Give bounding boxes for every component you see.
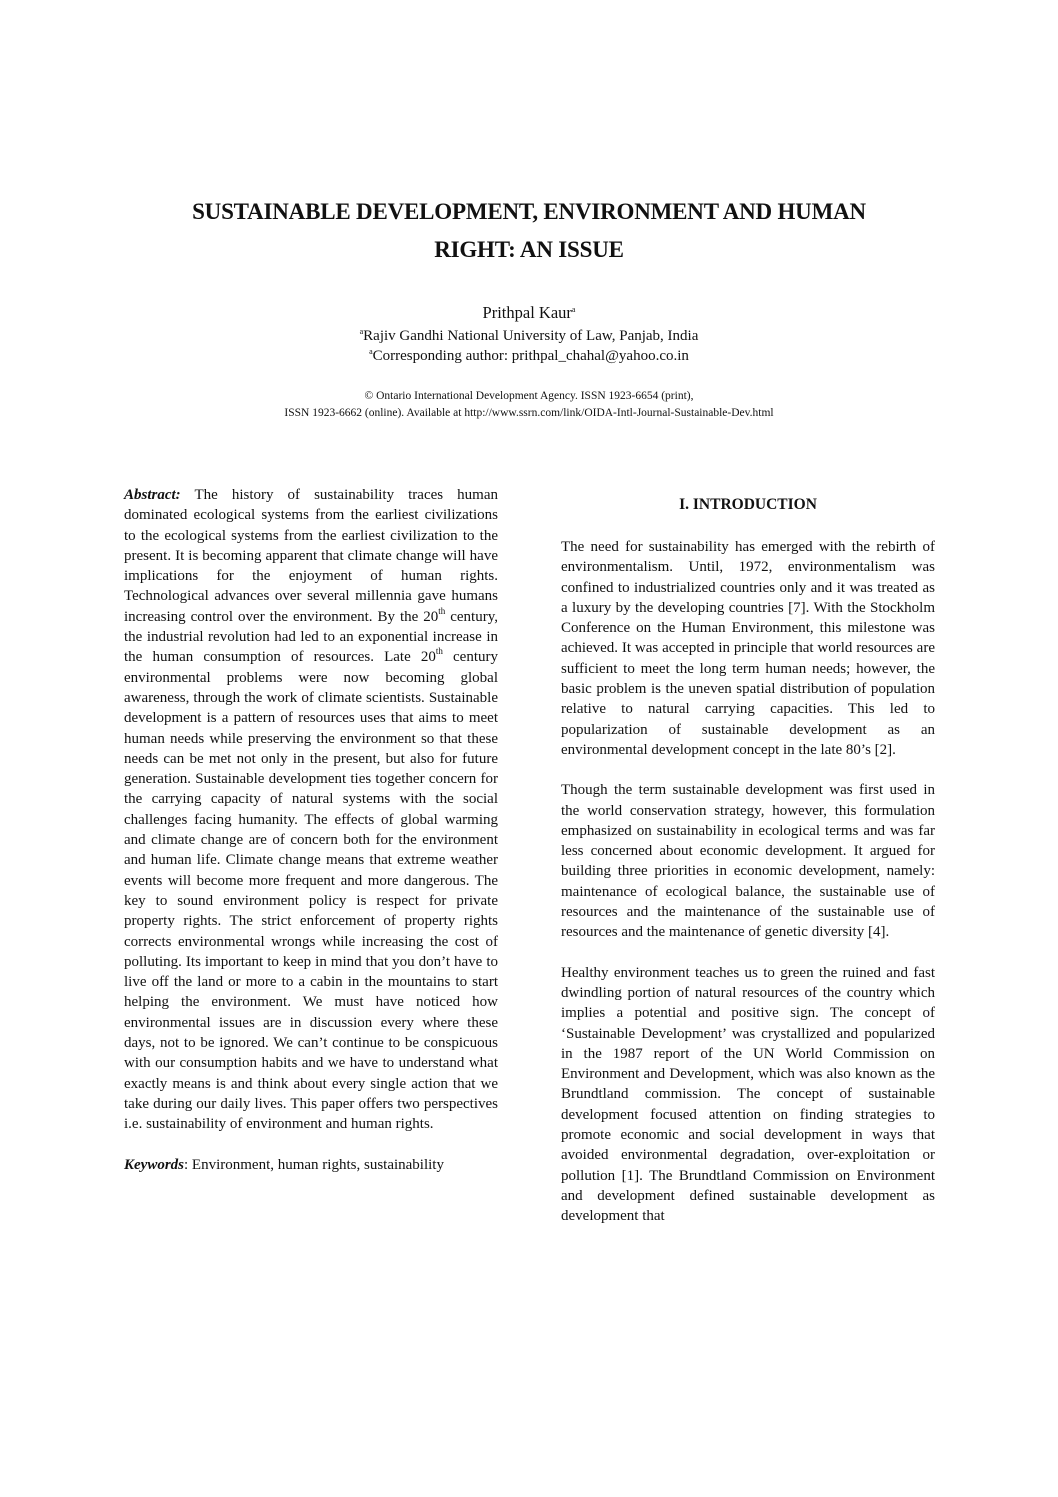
corresponding-author-text: Corresponding author: prithpal_chahal@yahoo.co.in <box>372 348 689 364</box>
author-name-text: Prithpal Kaur <box>482 303 572 322</box>
intro-paragraph-3: Healthy environment teaches us to green the ruined and fast dwindling portion of natural resources of the country which implies a potential and positive sign. The concept of ‘Sustainable Development’ was crystallized and popularized in the 1987 report of the UN World Commission on Environment and Development, which was also known as the Brundtland commission. The concept of sustainable development focused attention on finding strategies to promote economic and social development in ways that avoided environmental degradation, over-exploitation or pollution [1]. The Brundtland Commission on Environment and development defined sustainable development as development that <box>561 964 935 1225</box>
abstract <box>124 485 498 1135</box>
copyright-line-2: ISSN 1923-6662 (online). Available at http://www.ssrn.com/link/OIDA-Intl-Journal-Sustainable-Dev.html <box>284 407 774 419</box>
intro-paragraph-2: Though the term sustainable development was first used in the world conservation strategy, however, this formulation emphasized on sustainability in ecological terms and was far less concerned about economic development. It argued for building three priorities in economic development, namely: maintenance of ecological balance, the sustainable use of resources and the maintenance of the sustainable use of resources and the maintenance of genetic diversity [4]. <box>561 782 935 941</box>
affiliation-mark: a <box>359 327 364 336</box>
abstract-label: Abstract: <box>124 487 181 503</box>
affiliation-text: Rajiv Gandhi National University of Law, Panjab, India <box>363 328 699 344</box>
intro-paragraph-1: The need for sustainability has emerged with the rebirth of environmentalism. Until, 1972, environmentalism was confined to industrialized countries only and it was treated as a luxury by the developing countries [7]. With the Stockholm Conference on the Human Environment, this milestone was achieved. It was accepted in principle that world resources are sufficient to meet the long term human needs; however, the basic problem is the uneven spatial distribution of population relative to natural carrying capacities. This led to popularization of sustainable development as an environmental development concept in the late 80’s [2]. <box>561 539 935 758</box>
keywords-text: : Environment, human rights, sustainability <box>184 1156 444 1173</box>
corresponding-author <box>0 342 1058 366</box>
abstract-text-1: The history of sustainability traces human dominated ecological systems from the earliest civilizations to the ecological systems from the earliest civilization to the present. It is becoming apparent that climate change will have implications for the enjoyment of human rights. Technological advances over several millennia gave humans increasing control over the environment. By the 20 <box>124 487 498 625</box>
superscript-th: th <box>438 605 446 616</box>
title-line-1: SUSTAINABLE DEVELOPMENT, ENVIRONMENT AND HUMAN <box>192 199 866 224</box>
copyright-line-1: © Ontario International Development Agency. ISSN 1923-6654 (print), <box>364 390 694 402</box>
author-mark: a <box>571 305 576 314</box>
right-column <box>561 495 935 1247</box>
paper-title <box>100 193 958 269</box>
copyright-notice <box>0 388 1058 422</box>
section-heading-introduction: I. INTRODUCTION <box>679 496 817 513</box>
abstract-text-3: century environmental problems were now becoming global awareness, through the work of climate scientists. Sustainable development is a pattern of resources uses that aims to meet human needs while preserving the environment so that these needs can be met not only in the present, but also for future generation. Sustainable development ties together concern for the carrying capacity of natural systems with the social challenges facing humanity. The effects of global warming and climate change are of concern both for the environment and human life. Climate change means that extreme weather events will become more frequent and more dangerous. The key to sound environment policy is respect for private property rights. The strict enforcement of property rights corrects environmental wrongs while increasing the cost of polluting. Its important to keep in mind that you don’t have to live off the land or more to a cabin in the mountains to start helping the environment. We must have noticed how environmental issues are in discussion every where these days, not to be ignored. We can’t continue to be conspicuous with our consumption habits and we have to understand what exactly means is and think about every single action that we take during our daily lives. This paper offers two perspectives i.e. sustainability of environment and human rights. <box>124 649 498 1133</box>
superscript-th: th <box>435 646 443 657</box>
keywords-label: Keywords <box>124 1156 184 1173</box>
author-name <box>0 300 1058 323</box>
keywords <box>124 1155 498 1175</box>
corresponding-mark: a <box>369 347 373 356</box>
abstract-text-2: century, the industrial revolution had led to an exponential increase in the human consumption of resources. Late 20 <box>124 608 498 666</box>
title-line-2: RIGHT: AN ISSUE <box>434 237 624 262</box>
left-column <box>124 485 498 1175</box>
